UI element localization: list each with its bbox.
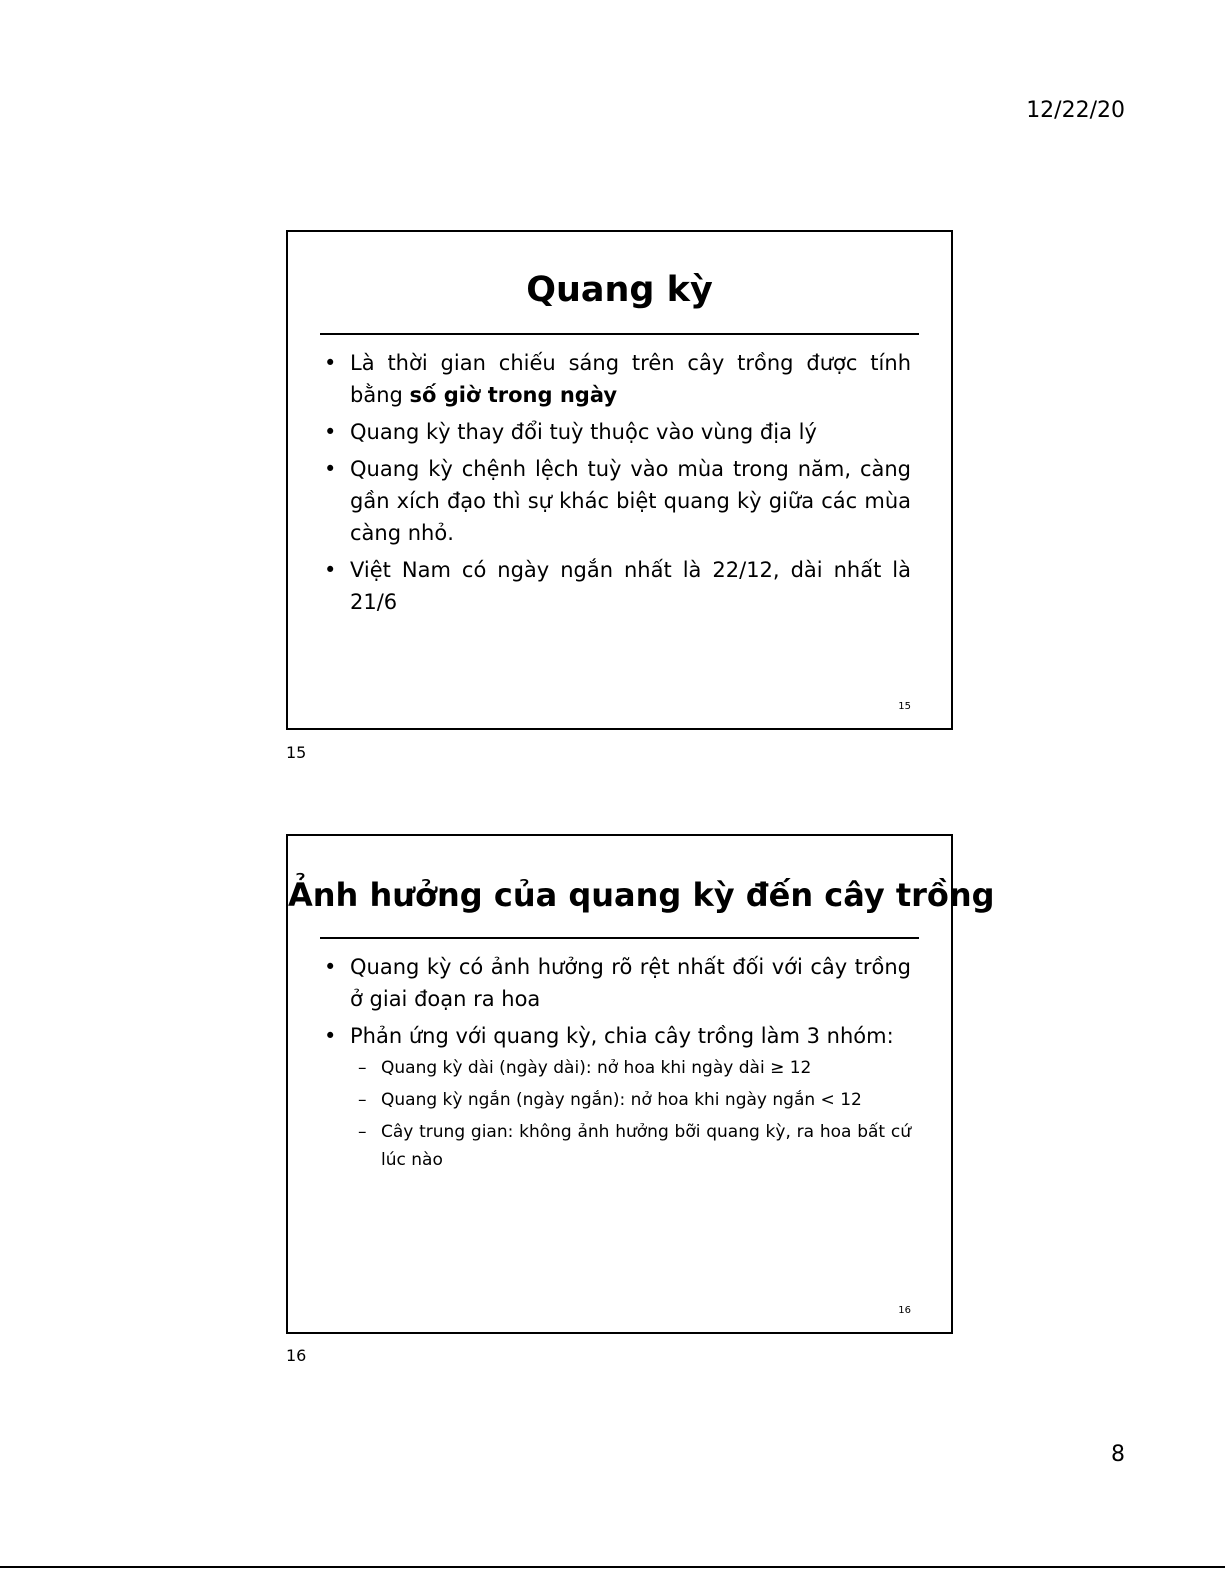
bullet-item: [350, 347, 911, 411]
page-bottom-border: [0, 1566, 1225, 1568]
bullet-item: [350, 416, 911, 448]
sub-bullet-item: – Quang kỳ dài (ngày dài): nở hoa khi ngày dài ≥ 12: [381, 1054, 911, 1082]
bullet-item: [350, 453, 911, 549]
bullet-item: [350, 1020, 911, 1174]
bullet-list: [350, 347, 911, 623]
bullet-text: Là thời gian chiếu sáng trên cây trồng được tính bằng: [350, 351, 911, 407]
slide-caption: 15: [286, 743, 307, 762]
bullet-item: [350, 951, 911, 1015]
bullet-text: Quang kỳ thay đổi tuỳ thuộc vào vùng địa lý: [350, 420, 817, 444]
bullet-list: [350, 951, 911, 1179]
slide-anh-huong: [286, 834, 995, 1334]
bullet-text: Việt Nam có ngày ngắn nhất là 22/12, dài nhất là 21/6: [350, 558, 911, 614]
page-number: 8: [1111, 1442, 1125, 1467]
sub-bullet-list: [350, 1054, 911, 1174]
slide-quang-ky: [286, 230, 953, 730]
title-divider: [320, 333, 919, 335]
sub-bullet-item: – Quang kỳ ngắn (ngày ngắn): nở hoa khi ngày ngắn < 12: [381, 1086, 911, 1114]
slide-number: 15: [898, 701, 911, 712]
title-divider: [320, 937, 919, 939]
bullet-item: [350, 554, 911, 618]
bullet-bold-text: số giờ trong ngày: [409, 383, 618, 407]
sub-bullet-item: – Cây trung gian: không ảnh hưởng bỡi quang kỳ, ra hoa bất cứ lúc nào: [381, 1118, 911, 1174]
bullet-text: Quang kỳ chệnh lệch tuỳ vào mùa trong năm, càng gần xích đạo thì sự khác biệt quang kỳ giữa các mùa càng nhỏ.: [350, 457, 911, 545]
slide-title: Quang kỳ: [526, 270, 713, 310]
slide-number: 16: [898, 1305, 911, 1316]
bullet-text: Quang kỳ có ảnh hưởng rõ rệt nhất đối với cây trồng ở giai đoạn ra hoa: [350, 955, 911, 1011]
bullet-text: Phản ứng với quang kỳ, chia cây trồng làm 3 nhóm:: [350, 1024, 894, 1048]
page-date: 12/22/20: [1026, 98, 1125, 123]
slide-title: Ảnh hưởng của quang kỳ đến cây trồng: [288, 876, 995, 914]
slide-caption: 16: [286, 1346, 307, 1365]
